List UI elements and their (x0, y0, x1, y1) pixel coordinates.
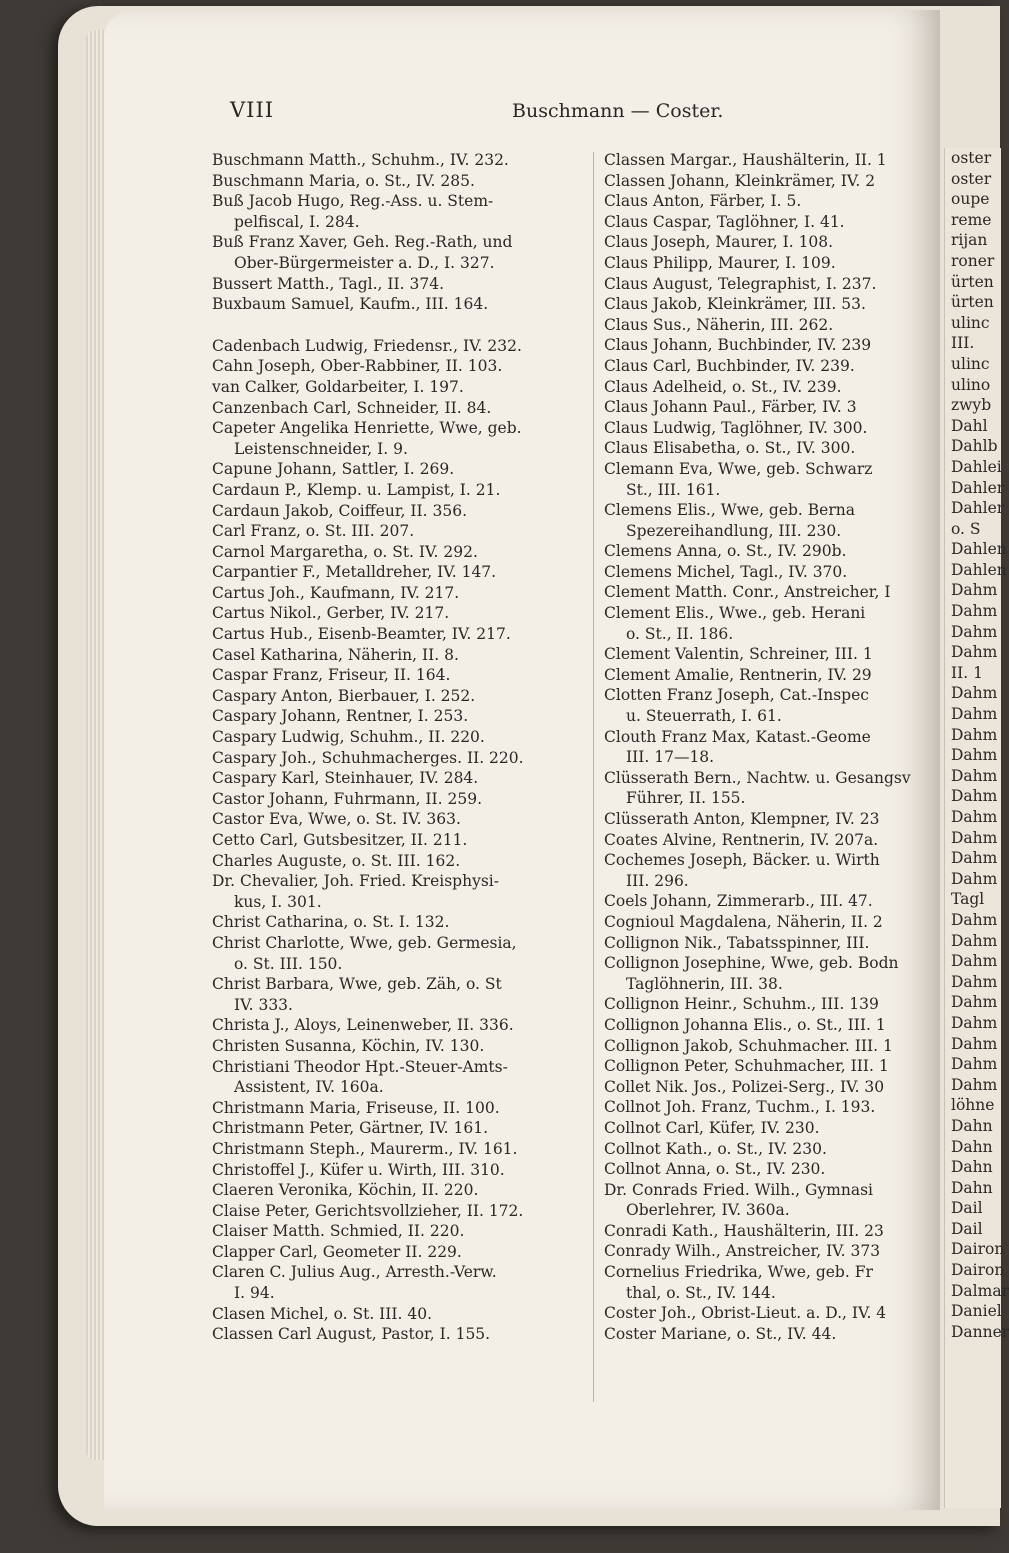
next-page-fragment: Dairon (951, 1261, 1005, 1280)
directory-entry: Clement Valentin, Schreiner, III. 1 (604, 645, 873, 664)
directory-entry: Claeren Veronika, Köchin, II. 220. (212, 1181, 479, 1200)
directory-entry: Capeter Angelika Henriette, Wwe, geb. (212, 419, 522, 438)
directory-entry: Claus Ludwig, Taglöhner, IV. 300. (604, 418, 868, 437)
next-page-fragment: Dahl (951, 416, 988, 435)
next-page-fragment: Dahm (951, 849, 998, 868)
directory-entry: Cochemes Joseph, Bäcker. u. Wirth (604, 851, 880, 870)
directory-entry: Claus Sus., Näherin, III. 262. (604, 315, 834, 334)
directory-entry: Dr. Conrads Fried. Wilh., Gymnasi (604, 1180, 873, 1199)
next-page-fragment: roner (951, 251, 995, 270)
directory-entry-continuation: Führer, II. 155. (626, 789, 746, 808)
directory-entry: Christ Charlotte, Wwe, geb. Germesia, (212, 933, 517, 952)
next-page-fragment: ürten (951, 272, 994, 291)
directory-entry: Conrady Wilh., Anstreicher, IV. 373 (604, 1242, 881, 1261)
directory-entry: Collet Nik. Jos., Polizei-Serg., IV. 30 (604, 1077, 885, 1096)
next-page-fragment: Dahm (951, 746, 998, 765)
next-page-fragment: Dahm (951, 1034, 998, 1053)
next-page-fragment: zwyb (951, 396, 992, 415)
directory-entry: Carnol Margaretha, o. St. IV. 292. (212, 542, 478, 561)
directory-entry: Christmann Maria, Friseuse, II. 100. (212, 1098, 500, 1117)
next-page-fragment: Dail (951, 1219, 983, 1238)
directory-entry: Collignon Jakob, Schuhmacher. III. 1 (604, 1036, 893, 1055)
directory-entry: Canzenbach Carl, Schneider, II. 84. (212, 398, 492, 417)
directory-entry: Buß Franz Xaver, Geh. Reg.-Rath, und (212, 233, 513, 252)
directory-entry: Claise Peter, Gerichtsvollzieher, II. 172. (212, 1201, 524, 1220)
next-page-fragment: Dahn (951, 1137, 993, 1156)
directory-entry: Caspary Johann, Rentner, I. 253. (212, 707, 469, 726)
directory-entry: Collignon Heinr., Schuhm., III. 139 (604, 995, 879, 1014)
next-page-fragment: Dahm (951, 725, 998, 744)
next-page-fragment: ulinc (951, 354, 990, 373)
directory-entry-continuation: IV. 333. (234, 995, 293, 1014)
directory-entry: Claren C. Julius Aug., Arresth.-Verw. (212, 1263, 497, 1282)
next-page-fragment: Dairon (951, 1240, 1005, 1259)
directory-entry: Capune Johann, Sattler, I. 269. (212, 460, 455, 479)
next-page-fragment: Dail (951, 1199, 983, 1218)
next-page-fragment: II. 1 (951, 663, 983, 682)
directory-entry: Christ Barbara, Wwe, geb. Zäh, o. St (212, 975, 502, 994)
next-page-fragment: Dahm (951, 808, 998, 826)
directory-entry: Buß Jacob Hugo, Reg.-Ass. u. Stem- (212, 192, 494, 211)
directory-entry: Cartus Nikol., Gerber, IV. 217. (212, 604, 450, 623)
directory-entry: Cahn Joseph, Ober-Rabbiner, II. 103. (212, 357, 503, 376)
directory-entry: Cognioul Magdalena, Näherin, II. 2 (604, 912, 883, 931)
directory-entry-continuation: kus, I. 301. (234, 892, 322, 911)
directory-entry: Cardaun P., Klemp. u. Lampist, I. 21. (212, 480, 501, 499)
directory-entry: Classen Johann, Kleinkrämer, IV. 2 (604, 171, 876, 190)
directory-entry: Christmann Peter, Gärtner, IV. 161. (212, 1119, 489, 1138)
next-page-fragment: Dahlb (951, 437, 998, 456)
next-page-fragment: löhne (951, 1096, 995, 1115)
directory-entry: Collnot Anna, o. St., IV. 230. (604, 1160, 826, 1179)
next-page-fragment: Dahm (951, 952, 998, 971)
directory-entry: Clüsserath Anton, Klempner, IV. 23 (604, 810, 880, 828)
directory-entry: Caspary Karl, Steinhauer, IV. 284. (212, 769, 479, 788)
directory-entry: Christmann Steph., Maurerm., IV. 161. (212, 1139, 518, 1158)
directory-entry: Buschmann Maria, o. St., IV. 285. (212, 171, 475, 190)
next-page-fragment: Dahn (951, 1158, 993, 1177)
directory-entry: Cartus Joh., Kaufmann, IV. 217. (212, 583, 460, 602)
directory-entry: Clouth Franz Max, Katast.-Geome (604, 727, 871, 746)
directory-entry: Cardaun Jakob, Coiffeur, II. 356. (212, 501, 468, 520)
next-page-fragment: Dahm (951, 581, 998, 600)
directory-entry: Clapper Carl, Geometer II. 229. (212, 1242, 462, 1261)
directory-entry: Caspary Ludwig, Schuhm., II. 220. (212, 728, 485, 747)
next-page-fragment: Dahm (951, 684, 998, 703)
next-page-fragment: ürten (951, 293, 994, 312)
next-page-fragment: Tagl (951, 890, 985, 909)
directory-entry: Cadenbach Ludwig, Friedensr., IV. 232. (212, 336, 522, 355)
next-page-fragment: Dahm (951, 766, 998, 785)
directory-entry: Collignon Johanna Elis., o. St., III. 1 (604, 1015, 886, 1034)
next-page-fragment: Danner (951, 1322, 1009, 1341)
directory-entry: Claus Joseph, Maurer, I. 108. (604, 233, 834, 252)
directory-entry: Collignon Nik., Tabatsspinner, III. (604, 933, 870, 952)
column-divider (593, 152, 594, 1402)
running-title: Buschmann — Coster. (512, 100, 724, 122)
directory-entry: Christoffel J., Küfer u. Wirth, III. 310. (212, 1160, 505, 1179)
directory-entry: Claus Johann, Buchbinder, IV. 239 (604, 336, 872, 355)
next-page-fragment: reme (951, 210, 992, 229)
directory-entry: Carl Franz, o. St. III. 207. (212, 522, 415, 541)
next-page-fragment: Dalmar (951, 1281, 1009, 1300)
next-page-fragment: rijan (951, 231, 988, 250)
page-edges (86, 30, 106, 1460)
directory-entry-continuation: thal, o. St., IV. 144. (626, 1283, 776, 1302)
directory-entry: Claus August, Telegraphist, I. 237. (604, 274, 877, 293)
directory-entry: Claus Elisabetha, o. St., IV. 300. (604, 439, 856, 458)
directory-entry: Classen Margar., Haushälterin, II. 1 (604, 151, 887, 169)
directory-entry-continuation: III. 296. (626, 871, 689, 890)
directory-entry: Clement Amalie, Rentnerin, IV. 29 (604, 665, 872, 684)
next-page-fragment: Dahm (951, 1075, 998, 1094)
next-page-fragment: Dahlen (951, 540, 1007, 559)
directory-entry: Collnot Carl, Küfer, IV. 230. (604, 1118, 820, 1137)
directory-entry: Coster Joh., Obrist-Lieut. a. D., IV. 4 (604, 1304, 887, 1323)
directory-entry: Claus Caspar, Taglöhner, I. 41. (604, 212, 845, 231)
directory-entry: Clemens Michel, Tagl., IV. 370. (604, 562, 848, 581)
next-page-fragment: Dahm (951, 1055, 998, 1074)
directory-entry: Collnot Kath., o. St., IV. 230. (604, 1139, 827, 1158)
directory-entry: Buschmann Matth., Schuhm., IV. 232. (212, 151, 509, 169)
directory-entry: Carpantier F., Metalldreher, IV. 147. (212, 563, 497, 582)
directory-entry: Clement Matth. Conr., Anstreicher, I (604, 583, 891, 602)
directory-entry: Claus Adelheid, o. St., IV. 239. (604, 377, 842, 396)
directory-entry: Collnot Joh. Franz, Tuchm., I. 193. (604, 1098, 876, 1117)
directory-entry: Collignon Peter, Schuhmacher, III. 1 (604, 1057, 889, 1076)
next-page-fragment: Dahlen (951, 560, 1007, 579)
directory-entry: Christen Susanna, Köchin, IV. 130. (212, 1036, 485, 1055)
next-page-fragment: oster (951, 149, 992, 167)
next-page-fragment: o. S (951, 519, 981, 538)
next-page-fragment: ulinc (951, 313, 990, 332)
directory-entry: Classen Carl August, Pastor, I. 155. (212, 1325, 491, 1344)
directory-entry: Clement Elis., Wwe., geb. Herani (604, 604, 866, 623)
next-page-fragment: Dahm (951, 828, 998, 847)
next-page-edge (944, 148, 1009, 1508)
next-page-fragment: Dahn (951, 1116, 993, 1135)
directory-entry: Christa J., Aloys, Leinenweber, II. 336. (212, 1016, 514, 1035)
directory-entry: Coates Alvine, Rentnerin, IV. 207a. (604, 830, 879, 849)
directory-entry-continuation: III. 17—18. (626, 748, 715, 767)
directory-entry: Buxbaum Samuel, Kaufm., III. 164. (212, 295, 489, 314)
next-page-fragment: III. (951, 334, 975, 353)
next-page-fragment: Dahm (951, 931, 998, 950)
next-page-fragment: Dahler (951, 499, 1005, 518)
directory-entry: Conradi Kath., Haushälterin, III. 23 (604, 1221, 884, 1240)
directory-entry: Caspary Joh., Schuhmacherges. II. 220. (212, 748, 524, 767)
next-page-fragment: Dahm (951, 1013, 998, 1032)
directory-entry: Claus Anton, Färber, I. 5. (604, 192, 802, 211)
directory-entry-continuation: St., III. 161. (626, 480, 721, 499)
next-page-fragment: Daniel (951, 1302, 1002, 1321)
directory-entry: Bussert Matth., Tagl., II. 374. (212, 274, 445, 293)
directory-entry-continuation: Assistent, IV. 160a. (234, 1078, 384, 1097)
directory-entry: Christ Catharina, o. St. I. 132. (212, 913, 450, 932)
page-number: VIII (230, 98, 275, 122)
next-page-fragment: Dahler (951, 478, 1005, 497)
next-page-fragment: Dahm (951, 705, 998, 724)
next-page-fragment: Dahn (951, 1178, 993, 1197)
directory-entry: van Calker, Goldarbeiter, I. 197. (212, 377, 464, 396)
directory-entry: Clemens Anna, o. St., IV. 290b. (604, 542, 847, 561)
directory-entry: Cornelius Friedrika, Wwe, geb. Fr (604, 1263, 873, 1282)
directory-entry: Clotten Franz Joseph, Cat.-Inspec (604, 686, 869, 705)
directory-entry-continuation: Oberlehrer, IV. 360a. (626, 1201, 790, 1220)
next-page-fragment: oupe (951, 190, 990, 209)
section-gap (212, 315, 592, 336)
next-page-fragment: Dahm (951, 602, 998, 621)
directory-entry: Claus Carl, Buchbinder, IV. 239. (604, 356, 855, 375)
directory-entry: Castor Eva, Wwe, o. St. IV. 363. (212, 810, 461, 829)
directory-entry-continuation: Ober-Bürgermeister a. D., I. 327. (234, 253, 495, 272)
directory-entry: Claus Jakob, Kleinkrämer, III. 53. (604, 295, 866, 314)
directory-entry: Claiser Matth. Schmied, II. 220. (212, 1222, 465, 1241)
next-page-fragment: Dahm (951, 643, 998, 662)
directory-entry: Casel Katharina, Näherin, II. 8. (212, 645, 459, 664)
directory-entry-continuation: pelfiscal, I. 284. (234, 212, 360, 231)
directory-entry: Clemens Elis., Wwe, geb. Berna (604, 501, 855, 520)
directory-entry: Coels Johann, Zimmerarb., III. 47. (604, 892, 873, 911)
directory-entry-continuation: I. 94. (234, 1284, 275, 1303)
directory-entry: Clasen Michel, o. St. III. 40. (212, 1304, 433, 1323)
directory-entry: Charles Auguste, o. St. III. 162. (212, 851, 461, 870)
directory-entry: Caspary Anton, Bierbauer, I. 252. (212, 686, 476, 705)
directory-entry: Clemann Eva, Wwe, geb. Schwarz (604, 459, 873, 478)
next-page-fragment: Dahm (951, 869, 998, 888)
next-page-fragment: Dahm (951, 787, 998, 806)
directory-entry: Cartus Hub., Eisenb-Beamter, IV. 217. (212, 625, 511, 644)
left-column (212, 150, 592, 1345)
next-page-fragment: Dahm (951, 972, 998, 991)
next-page-fragment: Dahm (951, 622, 998, 641)
next-page-fragment: ulino (951, 375, 991, 394)
directory-entry: Caspar Franz, Friseur, II. 164. (212, 666, 451, 685)
right-column (604, 150, 954, 1344)
next-page-fragment: Dahlei (951, 457, 1002, 476)
directory-entry-continuation: u. Steuerrath, I. 61. (626, 707, 782, 726)
directory-entry-continuation: Taglöhnerin, III. 38. (626, 974, 783, 993)
next-page-fragment: oster (951, 169, 992, 188)
directory-entry: Castor Johann, Fuhrmann, II. 259. (212, 789, 483, 808)
next-page-fragment: Dahm (951, 993, 998, 1012)
directory-entry-continuation: o. St., II. 186. (626, 624, 734, 643)
directory-entry-continuation: Spezereihandlung, III. 230. (626, 521, 842, 540)
page-header (230, 98, 950, 138)
directory-entry: Clüsserath Bern., Nachtw. u. Gesangsv (604, 768, 911, 787)
next-page-fragment: Dahm (951, 910, 998, 929)
directory-entry: Claus Johann Paul., Färber, IV. 3 (604, 398, 857, 417)
directory-entry: Christiani Theodor Hpt.-Steuer-Amts- (212, 1057, 508, 1076)
directory-entry: Cetto Carl, Gutsbesitzer, II. 211. (212, 831, 468, 849)
directory-entry-continuation: Leistenschneider, I. 9. (234, 439, 408, 458)
directory-entry: Claus Philipp, Maurer, I. 109. (604, 253, 836, 272)
directory-entry-continuation: o. St. III. 150. (234, 954, 343, 973)
directory-entry: Dr. Chevalier, Joh. Fried. Kreisphysi- (212, 872, 499, 891)
directory-entry: Coster Mariane, o. St., IV. 44. (604, 1324, 837, 1343)
directory-entry: Collignon Josephine, Wwe, geb. Bodn (604, 954, 899, 973)
